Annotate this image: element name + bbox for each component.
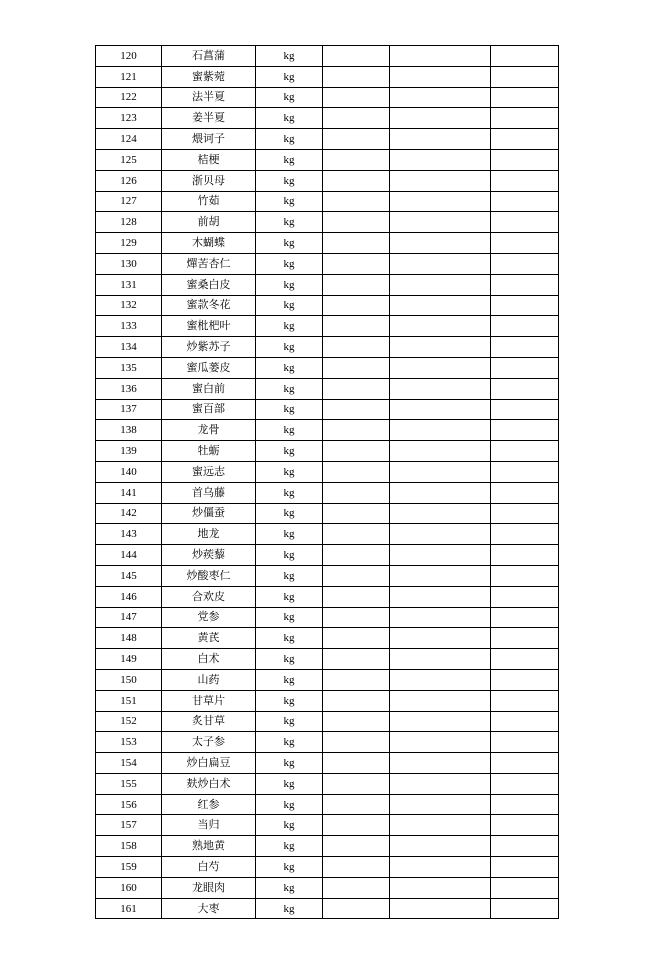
- table-row: [96, 378, 559, 399]
- empty-cell-2: [390, 378, 491, 399]
- table-row: [96, 711, 559, 732]
- empty-cell-1: [323, 149, 390, 170]
- empty-cell-3: [491, 108, 559, 129]
- item-name-cell: 龙眼肉: [162, 877, 256, 898]
- empty-cell-1: [323, 836, 390, 857]
- unit-cell: kg: [256, 898, 323, 919]
- empty-cell-2: [390, 524, 491, 545]
- row-number-cell: 121: [96, 66, 162, 87]
- table-row: [96, 295, 559, 316]
- table-row: [96, 357, 559, 378]
- row-number-cell: 125: [96, 149, 162, 170]
- empty-cell-2: [390, 857, 491, 878]
- unit-cell: kg: [256, 461, 323, 482]
- table-row: [96, 191, 559, 212]
- empty-cell-2: [390, 253, 491, 274]
- unit-cell: kg: [256, 357, 323, 378]
- row-number-cell: 147: [96, 607, 162, 628]
- row-number-cell: 130: [96, 253, 162, 274]
- unit-cell: kg: [256, 316, 323, 337]
- unit-cell: kg: [256, 753, 323, 774]
- table-row: [96, 420, 559, 441]
- item-name-cell: 炒僵蚕: [162, 503, 256, 524]
- unit-cell: kg: [256, 503, 323, 524]
- unit-cell: kg: [256, 87, 323, 108]
- item-name-cell: 姜半夏: [162, 108, 256, 129]
- empty-cell-1: [323, 129, 390, 150]
- empty-cell-3: [491, 149, 559, 170]
- row-number-cell: 144: [96, 545, 162, 566]
- item-name-cell: 甘草片: [162, 690, 256, 711]
- empty-cell-2: [390, 66, 491, 87]
- empty-cell-3: [491, 545, 559, 566]
- table-row: [96, 46, 559, 67]
- empty-cell-2: [390, 87, 491, 108]
- empty-cell-1: [323, 461, 390, 482]
- unit-cell: kg: [256, 337, 323, 358]
- unit-cell: kg: [256, 253, 323, 274]
- empty-cell-3: [491, 441, 559, 462]
- item-name-cell: 木蝴蝶: [162, 233, 256, 254]
- empty-cell-1: [323, 108, 390, 129]
- empty-cell-1: [323, 586, 390, 607]
- item-name-cell: 熟地黄: [162, 836, 256, 857]
- row-number-cell: 137: [96, 399, 162, 420]
- item-name-cell: 白术: [162, 649, 256, 670]
- unit-cell: kg: [256, 545, 323, 566]
- empty-cell-2: [390, 711, 491, 732]
- table-row: [96, 586, 559, 607]
- table-row: [96, 690, 559, 711]
- unit-cell: kg: [256, 669, 323, 690]
- row-number-cell: 132: [96, 295, 162, 316]
- item-name-cell: 炙甘草: [162, 711, 256, 732]
- empty-cell-2: [390, 773, 491, 794]
- empty-cell-3: [491, 503, 559, 524]
- item-name-cell: 蜜百部: [162, 399, 256, 420]
- row-number-cell: 157: [96, 815, 162, 836]
- empty-cell-1: [323, 815, 390, 836]
- table-row: [96, 898, 559, 919]
- row-number-cell: 153: [96, 732, 162, 753]
- item-name-cell: 炒酸枣仁: [162, 565, 256, 586]
- empty-cell-3: [491, 649, 559, 670]
- row-number-cell: 156: [96, 794, 162, 815]
- empty-cell-1: [323, 441, 390, 462]
- empty-cell-1: [323, 669, 390, 690]
- unit-cell: kg: [256, 628, 323, 649]
- unit-cell: kg: [256, 378, 323, 399]
- item-name-cell: 黄芪: [162, 628, 256, 649]
- item-name-cell: 山药: [162, 669, 256, 690]
- unit-cell: kg: [256, 441, 323, 462]
- empty-cell-1: [323, 711, 390, 732]
- empty-cell-3: [491, 482, 559, 503]
- empty-cell-1: [323, 170, 390, 191]
- item-name-cell: 煨诃子: [162, 129, 256, 150]
- empty-cell-2: [390, 295, 491, 316]
- table-row: [96, 399, 559, 420]
- unit-cell: kg: [256, 191, 323, 212]
- item-name-cell: 大枣: [162, 898, 256, 919]
- table-row: [96, 66, 559, 87]
- empty-cell-3: [491, 711, 559, 732]
- item-name-cell: 炒白扁豆: [162, 753, 256, 774]
- table-row: [96, 441, 559, 462]
- empty-cell-2: [390, 669, 491, 690]
- row-number-cell: 154: [96, 753, 162, 774]
- item-name-cell: 炒蒺藜: [162, 545, 256, 566]
- empty-cell-1: [323, 773, 390, 794]
- empty-cell-1: [323, 545, 390, 566]
- table-row: [96, 732, 559, 753]
- row-number-cell: 151: [96, 690, 162, 711]
- item-name-cell: 蜜紫菀: [162, 66, 256, 87]
- empty-cell-2: [390, 233, 491, 254]
- table-row: [96, 129, 559, 150]
- row-number-cell: 138: [96, 420, 162, 441]
- item-name-cell: 红参: [162, 794, 256, 815]
- unit-cell: kg: [256, 66, 323, 87]
- empty-cell-1: [323, 628, 390, 649]
- table-row: [96, 815, 559, 836]
- empty-cell-1: [323, 337, 390, 358]
- unit-cell: kg: [256, 129, 323, 150]
- unit-cell: kg: [256, 46, 323, 67]
- table-row: [96, 170, 559, 191]
- item-name-cell: 龙骨: [162, 420, 256, 441]
- table-row: [96, 794, 559, 815]
- table-row: [96, 212, 559, 233]
- item-name-cell: 蜜远志: [162, 461, 256, 482]
- empty-cell-3: [491, 461, 559, 482]
- empty-cell-1: [323, 732, 390, 753]
- empty-cell-1: [323, 46, 390, 67]
- empty-cell-1: [323, 753, 390, 774]
- empty-cell-2: [390, 461, 491, 482]
- empty-cell-3: [491, 773, 559, 794]
- empty-cell-2: [390, 503, 491, 524]
- table-row: [96, 649, 559, 670]
- table-row: [96, 773, 559, 794]
- empty-cell-2: [390, 649, 491, 670]
- empty-cell-1: [323, 503, 390, 524]
- empty-cell-3: [491, 877, 559, 898]
- table-row: [96, 628, 559, 649]
- unit-cell: kg: [256, 420, 323, 441]
- empty-cell-3: [491, 337, 559, 358]
- empty-cell-2: [390, 565, 491, 586]
- row-number-cell: 122: [96, 87, 162, 108]
- empty-cell-3: [491, 378, 559, 399]
- empty-cell-2: [390, 836, 491, 857]
- empty-cell-2: [390, 274, 491, 295]
- empty-cell-1: [323, 420, 390, 441]
- table-row: [96, 503, 559, 524]
- item-name-cell: 首乌藤: [162, 482, 256, 503]
- unit-cell: kg: [256, 607, 323, 628]
- row-number-cell: 141: [96, 482, 162, 503]
- empty-cell-1: [323, 607, 390, 628]
- empty-cell-3: [491, 316, 559, 337]
- empty-cell-3: [491, 87, 559, 108]
- empty-cell-1: [323, 857, 390, 878]
- row-number-cell: 139: [96, 441, 162, 462]
- empty-cell-1: [323, 87, 390, 108]
- row-number-cell: 124: [96, 129, 162, 150]
- table-row: [96, 253, 559, 274]
- empty-cell-2: [390, 586, 491, 607]
- item-name-cell: 蜜桑白皮: [162, 274, 256, 295]
- row-number-cell: 149: [96, 649, 162, 670]
- empty-cell-2: [390, 316, 491, 337]
- row-number-cell: 161: [96, 898, 162, 919]
- table-row: [96, 836, 559, 857]
- empty-cell-2: [390, 191, 491, 212]
- row-number-cell: 148: [96, 628, 162, 649]
- unit-cell: kg: [256, 274, 323, 295]
- unit-cell: kg: [256, 149, 323, 170]
- empty-cell-1: [323, 898, 390, 919]
- item-name-cell: 蜜枇杷叶: [162, 316, 256, 337]
- empty-cell-1: [323, 399, 390, 420]
- row-number-cell: 140: [96, 461, 162, 482]
- row-number-cell: 133: [96, 316, 162, 337]
- unit-cell: kg: [256, 212, 323, 233]
- empty-cell-3: [491, 857, 559, 878]
- item-name-cell: 地龙: [162, 524, 256, 545]
- unit-cell: kg: [256, 836, 323, 857]
- table-row: [96, 524, 559, 545]
- empty-cell-3: [491, 898, 559, 919]
- row-number-cell: 143: [96, 524, 162, 545]
- row-number-cell: 123: [96, 108, 162, 129]
- empty-cell-3: [491, 129, 559, 150]
- item-name-cell: 合欢皮: [162, 586, 256, 607]
- empty-cell-3: [491, 607, 559, 628]
- item-name-cell: 蜜款冬花: [162, 295, 256, 316]
- table-row: [96, 565, 559, 586]
- row-number-cell: 131: [96, 274, 162, 295]
- empty-cell-2: [390, 441, 491, 462]
- item-name-cell: 浙贝母: [162, 170, 256, 191]
- row-number-cell: 146: [96, 586, 162, 607]
- table-body: [96, 46, 559, 919]
- item-name-cell: 石菖蒲: [162, 46, 256, 67]
- empty-cell-3: [491, 628, 559, 649]
- empty-cell-2: [390, 212, 491, 233]
- empty-cell-3: [491, 836, 559, 857]
- empty-cell-1: [323, 357, 390, 378]
- empty-cell-2: [390, 129, 491, 150]
- unit-cell: kg: [256, 649, 323, 670]
- item-name-cell: 竹茹: [162, 191, 256, 212]
- empty-cell-3: [491, 399, 559, 420]
- table-row: [96, 337, 559, 358]
- row-number-cell: 145: [96, 565, 162, 586]
- unit-cell: kg: [256, 815, 323, 836]
- table-row: [96, 149, 559, 170]
- table-row: [96, 233, 559, 254]
- row-number-cell: 126: [96, 170, 162, 191]
- empty-cell-2: [390, 46, 491, 67]
- item-name-cell: 前胡: [162, 212, 256, 233]
- empty-cell-1: [323, 253, 390, 274]
- row-number-cell: 160: [96, 877, 162, 898]
- empty-cell-2: [390, 794, 491, 815]
- empty-cell-1: [323, 212, 390, 233]
- empty-cell-3: [491, 690, 559, 711]
- row-number-cell: 155: [96, 773, 162, 794]
- empty-cell-2: [390, 898, 491, 919]
- table-row: [96, 316, 559, 337]
- empty-cell-1: [323, 794, 390, 815]
- unit-cell: kg: [256, 711, 323, 732]
- row-number-cell: 152: [96, 711, 162, 732]
- empty-cell-1: [323, 649, 390, 670]
- row-number-cell: 159: [96, 857, 162, 878]
- item-name-cell: 白芍: [162, 857, 256, 878]
- item-name-cell: 牡蛎: [162, 441, 256, 462]
- empty-cell-2: [390, 753, 491, 774]
- unit-cell: kg: [256, 565, 323, 586]
- unit-cell: kg: [256, 857, 323, 878]
- empty-cell-1: [323, 690, 390, 711]
- row-number-cell: 129: [96, 233, 162, 254]
- empty-cell-3: [491, 753, 559, 774]
- empty-cell-1: [323, 295, 390, 316]
- unit-cell: kg: [256, 399, 323, 420]
- row-number-cell: 136: [96, 378, 162, 399]
- empty-cell-2: [390, 337, 491, 358]
- empty-cell-1: [323, 482, 390, 503]
- unit-cell: kg: [256, 108, 323, 129]
- empty-cell-2: [390, 420, 491, 441]
- item-name-cell: 麸炒白术: [162, 773, 256, 794]
- table-row: [96, 607, 559, 628]
- item-name-cell: 桔梗: [162, 149, 256, 170]
- empty-cell-1: [323, 233, 390, 254]
- empty-cell-3: [491, 191, 559, 212]
- empty-cell-2: [390, 399, 491, 420]
- unit-cell: kg: [256, 482, 323, 503]
- empty-cell-3: [491, 66, 559, 87]
- item-name-cell: 蜜瓜蒌皮: [162, 357, 256, 378]
- empty-cell-3: [491, 46, 559, 67]
- document-page: [95, 45, 558, 919]
- item-name-cell: 炒紫苏子: [162, 337, 256, 358]
- table-row: [96, 482, 559, 503]
- empty-cell-3: [491, 565, 559, 586]
- empty-cell-2: [390, 149, 491, 170]
- table-row: [96, 857, 559, 878]
- empty-cell-3: [491, 669, 559, 690]
- empty-cell-2: [390, 815, 491, 836]
- row-number-cell: 135: [96, 357, 162, 378]
- unit-cell: kg: [256, 773, 323, 794]
- row-number-cell: 120: [96, 46, 162, 67]
- item-name-cell: 法半夏: [162, 87, 256, 108]
- empty-cell-3: [491, 233, 559, 254]
- unit-cell: kg: [256, 170, 323, 191]
- row-number-cell: 134: [96, 337, 162, 358]
- item-name-cell: 燀苦杏仁: [162, 253, 256, 274]
- item-name-cell: 蜜白前: [162, 378, 256, 399]
- table-row: [96, 274, 559, 295]
- row-number-cell: 142: [96, 503, 162, 524]
- table-row: [96, 108, 559, 129]
- table-row: [96, 753, 559, 774]
- item-name-cell: 党参: [162, 607, 256, 628]
- empty-cell-1: [323, 191, 390, 212]
- empty-cell-3: [491, 732, 559, 753]
- item-name-cell: 太子参: [162, 732, 256, 753]
- empty-cell-2: [390, 108, 491, 129]
- row-number-cell: 127: [96, 191, 162, 212]
- empty-cell-3: [491, 170, 559, 191]
- item-name-cell: 当归: [162, 815, 256, 836]
- empty-cell-3: [491, 524, 559, 545]
- empty-cell-1: [323, 378, 390, 399]
- unit-cell: kg: [256, 233, 323, 254]
- empty-cell-3: [491, 295, 559, 316]
- table-row: [96, 87, 559, 108]
- empty-cell-1: [323, 316, 390, 337]
- table-row: [96, 545, 559, 566]
- unit-cell: kg: [256, 295, 323, 316]
- table-row: [96, 461, 559, 482]
- unit-cell: kg: [256, 877, 323, 898]
- empty-cell-2: [390, 545, 491, 566]
- empty-cell-3: [491, 420, 559, 441]
- empty-cell-2: [390, 357, 491, 378]
- empty-cell-2: [390, 690, 491, 711]
- row-number-cell: 150: [96, 669, 162, 690]
- empty-cell-1: [323, 274, 390, 295]
- medicine-table: [95, 45, 559, 919]
- empty-cell-3: [491, 815, 559, 836]
- table-row: [96, 669, 559, 690]
- row-number-cell: 158: [96, 836, 162, 857]
- table-row: [96, 877, 559, 898]
- empty-cell-1: [323, 565, 390, 586]
- empty-cell-1: [323, 66, 390, 87]
- row-number-cell: 128: [96, 212, 162, 233]
- empty-cell-3: [491, 212, 559, 233]
- empty-cell-1: [323, 524, 390, 545]
- empty-cell-2: [390, 732, 491, 753]
- unit-cell: kg: [256, 794, 323, 815]
- empty-cell-1: [323, 877, 390, 898]
- empty-cell-3: [491, 794, 559, 815]
- empty-cell-2: [390, 482, 491, 503]
- empty-cell-3: [491, 586, 559, 607]
- empty-cell-2: [390, 877, 491, 898]
- empty-cell-2: [390, 607, 491, 628]
- empty-cell-2: [390, 628, 491, 649]
- empty-cell-3: [491, 357, 559, 378]
- empty-cell-3: [491, 274, 559, 295]
- unit-cell: kg: [256, 524, 323, 545]
- empty-cell-3: [491, 253, 559, 274]
- unit-cell: kg: [256, 586, 323, 607]
- unit-cell: kg: [256, 732, 323, 753]
- empty-cell-2: [390, 170, 491, 191]
- unit-cell: kg: [256, 690, 323, 711]
